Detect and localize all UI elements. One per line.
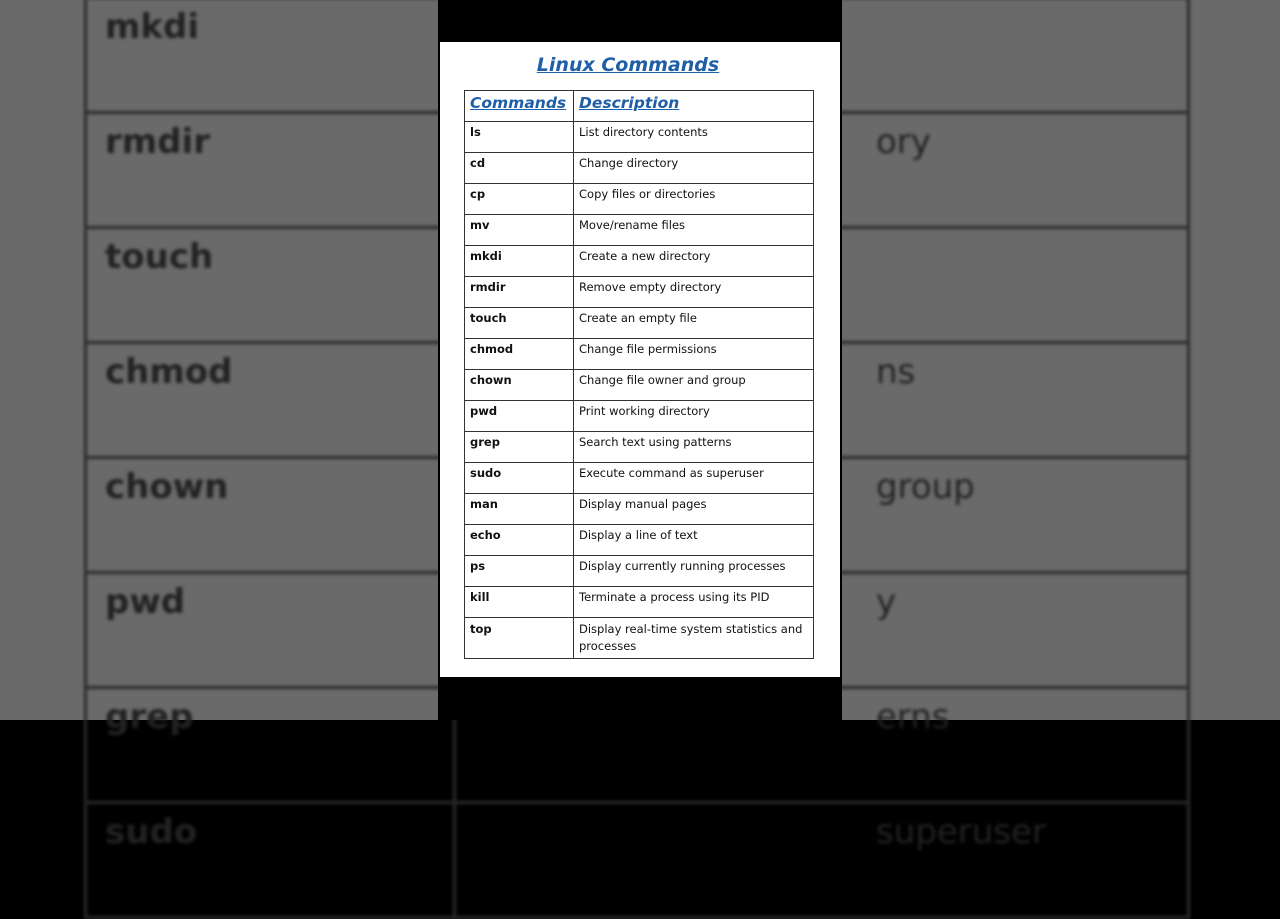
background-command-cell: chmod (86, 343, 455, 458)
command-cell: man (465, 494, 574, 525)
description-cell: Change file owner and group (574, 370, 814, 401)
description-cell: Create a new directory (574, 246, 814, 277)
command-cell: rmdir (465, 277, 574, 308)
background-command-cell: sudo (86, 803, 455, 918)
table-row (465, 277, 814, 308)
table-row (465, 463, 814, 494)
command-cell: echo (465, 525, 574, 556)
table-row (465, 339, 814, 370)
document-page (440, 42, 840, 677)
background-command-cell: touch (86, 228, 455, 343)
background-command-cell: pwd (86, 573, 455, 688)
background-command-cell: chown (86, 458, 455, 573)
description-cell: Terminate a process using its PID (574, 587, 814, 618)
command-cell: grep (465, 432, 574, 463)
description-cell: Copy files or directories (574, 184, 814, 215)
command-cell: cp (465, 184, 574, 215)
table-row (465, 246, 814, 277)
table-row (465, 153, 814, 184)
command-cell: sudo (465, 463, 574, 494)
background-description-cell: ory (455, 113, 1189, 228)
description-cell: Execute command as superuser (574, 463, 814, 494)
description-cell: Display real-time system statistics and processes (574, 618, 814, 659)
background-command-cell: rmdir (86, 113, 455, 228)
table-row (465, 308, 814, 339)
table-row (465, 432, 814, 463)
command-cell: chown (465, 370, 574, 401)
background-description-cell: superuser (455, 803, 1189, 918)
description-cell: Move/rename files (574, 215, 814, 246)
table-row (465, 215, 814, 246)
command-cell: cd (465, 153, 574, 184)
command-cell: ps (465, 556, 574, 587)
background-description-cell: erns (455, 688, 1189, 803)
background-description-cell: group (455, 458, 1189, 573)
description-cell: Remove empty directory (574, 277, 814, 308)
description-cell: Search text using patterns (574, 432, 814, 463)
table-row (465, 184, 814, 215)
description-cell: Display a line of text (574, 525, 814, 556)
description-header: Description (574, 91, 814, 122)
command-cell: touch (465, 308, 574, 339)
background-command-cell: grep (86, 688, 455, 803)
table-header-row (465, 91, 814, 122)
description-cell: List directory contents (574, 122, 814, 153)
background-command-cell: mkdi (86, 0, 455, 113)
command-cell: pwd (465, 401, 574, 432)
command-cell: chmod (465, 339, 574, 370)
background-row (86, 803, 1189, 918)
table-row (465, 556, 814, 587)
table-row (465, 401, 814, 432)
table-row (465, 370, 814, 401)
description-cell: Display manual pages (574, 494, 814, 525)
table-row (465, 525, 814, 556)
description-cell: Change directory (574, 153, 814, 184)
background-description-cell: ns (455, 343, 1189, 458)
background-description-cell: y (455, 573, 1189, 688)
description-cell: Display currently running processes (574, 556, 814, 587)
description-cell: Create an empty file (574, 308, 814, 339)
table-row (465, 494, 814, 525)
command-cell: top (465, 618, 574, 659)
table-row (465, 587, 814, 618)
description-cell: Change file permissions (574, 339, 814, 370)
commands-header: Commands (465, 91, 574, 122)
command-cell: mv (465, 215, 574, 246)
commands-table (464, 90, 814, 659)
description-cell: Print working directory (574, 401, 814, 432)
document-title: Linux Commands (536, 54, 720, 76)
table-row (465, 618, 814, 659)
table-row (465, 122, 814, 153)
command-cell: mkdi (465, 246, 574, 277)
command-cell: ls (465, 122, 574, 153)
command-cell: kill (465, 587, 574, 618)
